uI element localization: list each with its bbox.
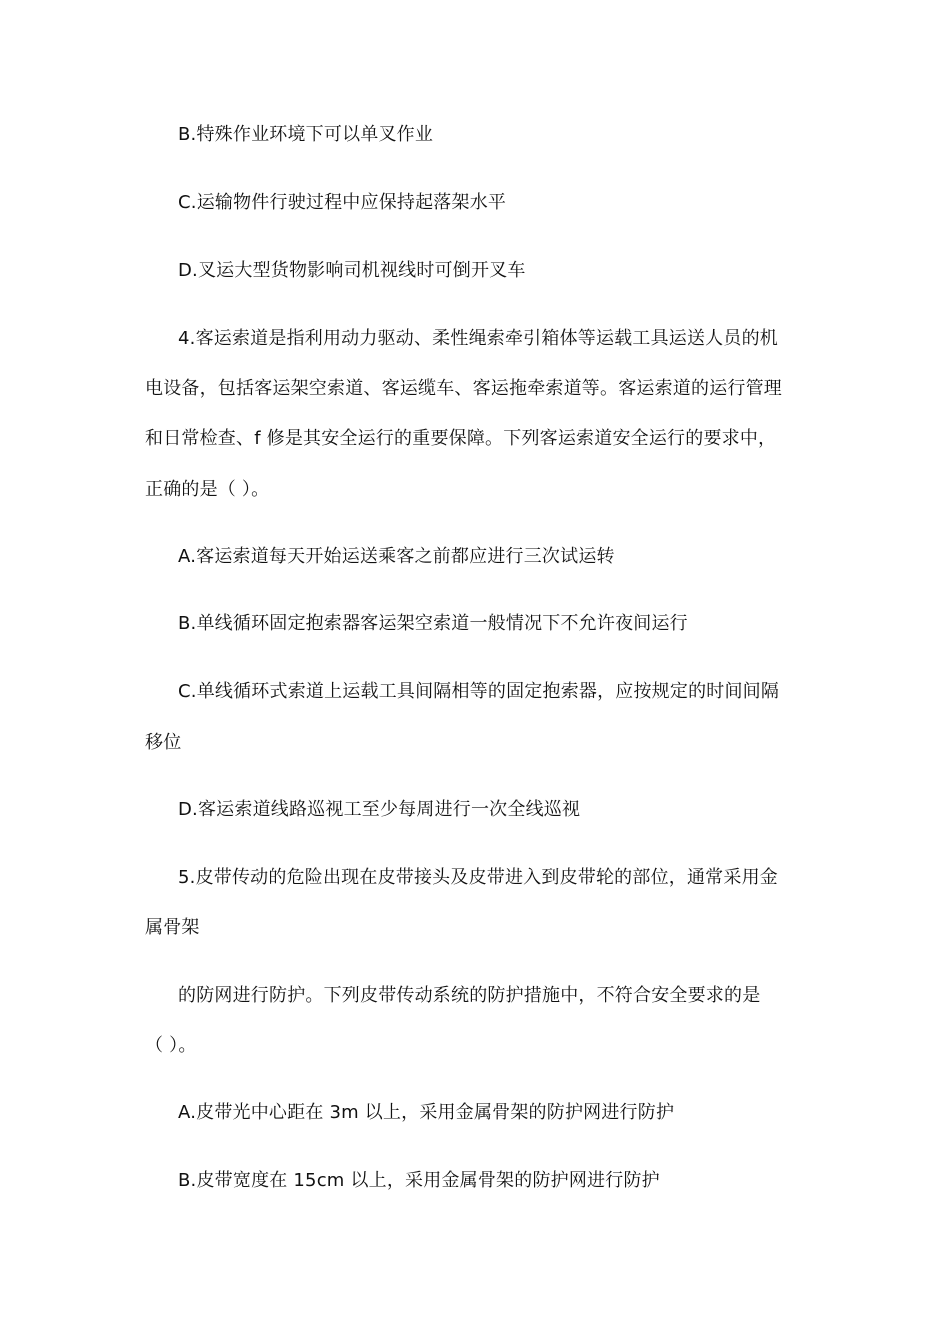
q5-stem-line-4: （ ）。 bbox=[145, 1035, 197, 1056]
q3-option-b: B.特殊作业环境下可以单叉作业 bbox=[178, 124, 434, 145]
q4-option-c-line-1: C.单线循环式索道上运载工具间隔相等的固定抱索器，应按规定的时间间隔 bbox=[178, 681, 780, 702]
q5-option-a: A.皮带光中心距在 3m 以上，采用金属骨架的防护网进行防护 bbox=[178, 1102, 675, 1123]
q4-option-b: B.单线循环固定抱索器客运架空索道一般情况下不允许夜间运行 bbox=[178, 613, 688, 634]
q5-stem-line-1: 5.皮带传动的危险出现在皮带接头及皮带进入到皮带轮的部位，通常采用金 bbox=[178, 867, 778, 888]
q4-stem-line-2: 电设备，包括客运架空索道、客运缆车、客运拖牵索道等。客运索道的运行管理 bbox=[145, 378, 782, 399]
q5-stem-line-3: 的防网进行防护。下列皮带传动系统的防护措施中，不符合安全要求的是 bbox=[178, 985, 761, 1006]
q5-stem-line-2: 属骨架 bbox=[145, 917, 200, 938]
q4-stem-line-4: 正确的是（ ）。 bbox=[145, 479, 270, 500]
q4-option-c-line-2: 移位 bbox=[145, 732, 182, 753]
q3-option-c: C.运输物件行驶过程中应保持起落架水平 bbox=[178, 192, 507, 213]
q5-option-b: B.皮带宽度在 15cm 以上，采用金属骨架的防护网进行防护 bbox=[178, 1170, 660, 1191]
q4-option-d: D.客运索道线路巡视工至少每周进行一次全线巡视 bbox=[178, 799, 581, 820]
q4-option-a: A.客运索道每天开始运送乘客之前都应进行三次试运转 bbox=[178, 546, 615, 567]
q4-stem-line-1: 4.客运索道是指利用动力驱动、柔性绳索牵引箱体等运载工具运送人员的机 bbox=[178, 328, 778, 349]
q3-option-d: D.叉运大型货物影响司机视线时可倒开叉车 bbox=[178, 260, 526, 281]
q4-stem-line-3: 和日常检查、f 修是其安全运行的重要保障。下列客运索道安全运行的要求中， bbox=[145, 428, 777, 449]
